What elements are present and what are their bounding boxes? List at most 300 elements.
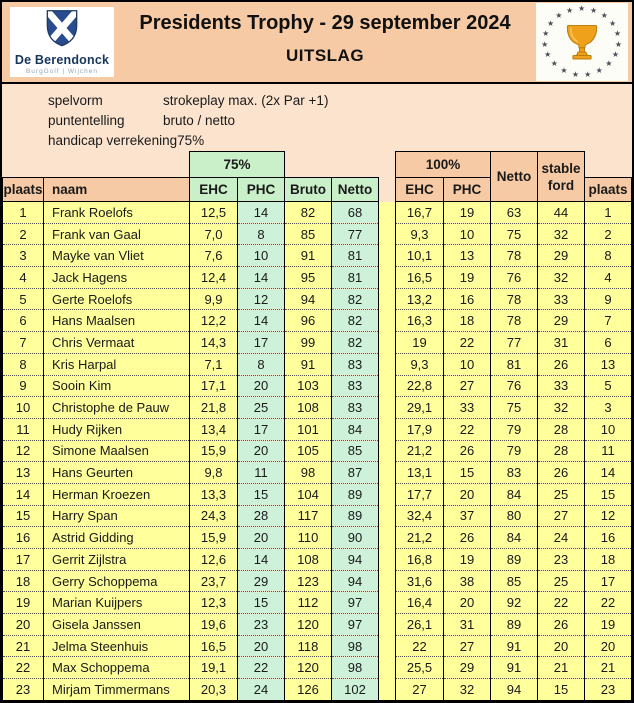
cell-ehc-100: 22,8 [396, 375, 444, 397]
cell-ehc-100: 22 [396, 635, 444, 657]
cell-naam: Herman Kroezen [44, 483, 190, 505]
cell-phc-100: 26 [444, 527, 491, 549]
cell-phc-100: 15 [444, 462, 491, 484]
info-label: handicap verrekening [48, 133, 178, 148]
spacer-cell [379, 288, 396, 310]
cell-phc-100: 33 [444, 397, 491, 419]
cell-ehc-75: 7,6 [190, 245, 238, 267]
cell-netto-75: 89 [332, 505, 379, 527]
cell-phc-75: 15 [238, 483, 285, 505]
cell-netto-100: 83 [491, 462, 538, 484]
cell-ehc-100: 13,1 [396, 462, 444, 484]
results-table [2, 151, 632, 701]
cell-ehc-75: 7,1 [190, 353, 238, 375]
page-subtitle: UITSLAG [285, 46, 365, 65]
cell-netto-75: 98 [332, 657, 379, 679]
table-row [3, 375, 632, 397]
col-header-plaats-right: plaats [585, 178, 632, 202]
cell-stableford: 25 [538, 483, 585, 505]
cell-phc-75: 8 [238, 223, 285, 245]
cell-stableford: 15 [538, 679, 585, 701]
cell-netto-75: 85 [332, 440, 379, 462]
cell-plaats-right: 18 [585, 549, 632, 571]
cell-plaats: 12 [3, 440, 44, 462]
cell-bruto: 91 [285, 353, 332, 375]
cell-naam: Kris Harpal [44, 353, 190, 375]
cell-plaats: 15 [3, 505, 44, 527]
club-name: De Berendonck [14, 53, 110, 67]
cell-stableford: 27 [538, 505, 585, 527]
spacer-cell [379, 332, 396, 354]
cell-plaats-right: 11 [585, 440, 632, 462]
results-tbody [3, 202, 632, 701]
cell-plaats: 1 [3, 202, 44, 224]
cell-netto-75: 83 [332, 375, 379, 397]
col-header-netto-75: Netto [332, 178, 379, 202]
cell-netto-100: 75 [491, 223, 538, 245]
cell-plaats: 14 [3, 483, 44, 505]
cell-bruto: 98 [285, 462, 332, 484]
cell-ehc-100: 32,4 [396, 505, 444, 527]
cell-phc-100: 37 [444, 505, 491, 527]
cell-naam: Max Schoppema [44, 657, 190, 679]
cell-ehc-75: 15,9 [190, 527, 238, 549]
spacer-cell [379, 152, 396, 178]
cell-plaats-right: 21 [585, 657, 632, 679]
cell-naam: Jelma Steenhuis [44, 635, 190, 657]
star-icon: ★ [613, 28, 622, 38]
cell-netto-100: 80 [491, 505, 538, 527]
table-row [3, 310, 632, 332]
cell-naam: Hudy Rijken [44, 418, 190, 440]
cell-phc-75: 14 [238, 549, 285, 571]
cell-phc-75: 15 [238, 592, 285, 614]
cell-ehc-100: 9,3 [396, 353, 444, 375]
cell-netto-100: 78 [491, 288, 538, 310]
cell-phc-75: 10 [238, 245, 285, 267]
star-icon: ★ [605, 59, 613, 69]
cell-ehc-75: 13,4 [190, 418, 238, 440]
cell-plaats-right: 19 [585, 614, 632, 636]
cell-naam: Marian Kuijpers [44, 592, 190, 614]
spacer-cell [379, 223, 396, 245]
club-shield-icon [43, 9, 81, 52]
spacer-cell [379, 245, 396, 267]
cell-ehc-100: 21,2 [396, 440, 444, 462]
spacer-cell [379, 635, 396, 657]
cell-netto-75: 84 [332, 418, 379, 440]
cell-netto-75: 87 [332, 462, 379, 484]
page-title: Presidents Trophy - 29 september 2024 [139, 12, 511, 34]
cell-phc-75: 20 [238, 635, 285, 657]
star-icon: ★ [614, 39, 623, 49]
table-row [3, 223, 632, 245]
cell-bruto: 123 [285, 570, 332, 592]
cell-netto-100: 79 [491, 440, 538, 462]
club-tagline: BurgGolf | Wijchen [25, 68, 99, 75]
table-row [3, 570, 632, 592]
cell-stableford: 33 [538, 375, 585, 397]
cell-phc-100: 20 [444, 592, 491, 614]
table-row [3, 288, 632, 310]
cell-netto-100: 75 [491, 397, 538, 419]
cell-plaats: 13 [3, 462, 44, 484]
title-block [114, 12, 536, 72]
spacer-cell [379, 353, 396, 375]
cell-phc-75: 20 [238, 440, 285, 462]
cell-netto-100: 94 [491, 679, 538, 701]
star-icon: ★ [595, 66, 603, 76]
cell-stableford: 22 [538, 592, 585, 614]
cell-bruto: 105 [285, 440, 332, 462]
table-row [3, 483, 632, 505]
cell-ehc-75: 9,8 [190, 462, 238, 484]
spacer-cell [379, 267, 396, 289]
cell-ehc-100: 31,6 [396, 570, 444, 592]
cell-ehc-75: 12,6 [190, 549, 238, 571]
cell-plaats: 3 [3, 245, 44, 267]
cell-plaats: 8 [3, 353, 44, 375]
cell-ehc-75: 20,3 [190, 679, 238, 701]
cell-phc-75: 14 [238, 267, 285, 289]
cell-stableford: 23 [538, 549, 585, 571]
spacer-cell [379, 440, 396, 462]
cell-bruto: 82 [285, 202, 332, 224]
cell-naam: Sooin Kim [44, 375, 190, 397]
cell-netto-100: 78 [491, 245, 538, 267]
cell-ehc-100: 16,7 [396, 202, 444, 224]
star-icon: ★ [547, 18, 555, 28]
cell-ehc-75: 16,5 [190, 635, 238, 657]
cell-stableford: 25 [538, 570, 585, 592]
table-row [3, 267, 632, 289]
spacer-cell [379, 375, 396, 397]
cell-phc-75: 14 [238, 202, 285, 224]
cell-netto-75: 94 [332, 570, 379, 592]
table-row [3, 657, 632, 679]
cell-phc-100: 27 [444, 635, 491, 657]
cell-phc-100: 16 [444, 288, 491, 310]
trophy-cup-icon [561, 19, 603, 70]
cell-ehc-100: 21,2 [396, 527, 444, 549]
cell-bruto: 85 [285, 223, 332, 245]
cell-bruto: 126 [285, 679, 332, 701]
cell-netto-100: 84 [491, 527, 538, 549]
spacer-cell [379, 418, 396, 440]
spacer-cell [379, 657, 396, 679]
cell-bruto: 91 [285, 245, 332, 267]
cell-phc-100: 27 [444, 375, 491, 397]
cell-ehc-100: 13,2 [396, 288, 444, 310]
cell-netto-75: 98 [332, 635, 379, 657]
cell-netto-100: 84 [491, 483, 538, 505]
table-row [3, 505, 632, 527]
cell-plaats: 20 [3, 614, 44, 636]
cell-phc-100: 31 [444, 614, 491, 636]
cell-plaats: 5 [3, 288, 44, 310]
masthead [2, 2, 632, 84]
table-row [3, 332, 632, 354]
cell-naam: Mayke van Vliet [44, 245, 190, 267]
cell-naam: Mirjam Timmermans [44, 679, 190, 701]
cell-phc-75: 28 [238, 505, 285, 527]
cell-ehc-75: 9,9 [190, 288, 238, 310]
cell-naam: Gisela Janssen [44, 614, 190, 636]
cell-stableford: 26 [538, 462, 585, 484]
spacer-cell [379, 614, 396, 636]
club-logo [10, 7, 114, 77]
cell-netto-75: 83 [332, 353, 379, 375]
cell-ehc-100: 9,3 [396, 223, 444, 245]
cell-phc-75: 22 [238, 657, 285, 679]
spacer-cell [379, 178, 396, 202]
info-value: bruto / netto [163, 113, 236, 128]
cell-ehc-75: 17,1 [190, 375, 238, 397]
cell-netto-75: 97 [332, 592, 379, 614]
cell-bruto: 118 [285, 635, 332, 657]
cell-netto-100: 76 [491, 267, 538, 289]
cell-plaats-right: 15 [585, 483, 632, 505]
cell-plaats: 22 [3, 657, 44, 679]
spacer-cell [379, 310, 396, 332]
cell-ehc-100: 25,5 [396, 657, 444, 679]
table-row [3, 462, 632, 484]
cell-phc-100: 13 [444, 245, 491, 267]
cell-stableford: 21 [538, 657, 585, 679]
cell-netto-75: 90 [332, 527, 379, 549]
star-icon: ★ [584, 69, 592, 79]
cell-ehc-100: 29,1 [396, 397, 444, 419]
cell-stableford: 32 [538, 267, 585, 289]
cell-phc-75: 20 [238, 375, 285, 397]
spacer-cell [285, 152, 379, 178]
cell-bruto: 117 [285, 505, 332, 527]
col-header-bruto: Bruto [285, 178, 332, 202]
table-row [3, 353, 632, 375]
table-row [3, 549, 632, 571]
cell-bruto: 108 [285, 549, 332, 571]
table-row [3, 614, 632, 636]
spacer-cell [379, 549, 396, 571]
cell-phc-100: 32 [444, 679, 491, 701]
cell-ehc-100: 19 [396, 332, 444, 354]
star-icon: ★ [600, 10, 608, 20]
col-header-ehc-75: EHC [190, 178, 238, 202]
cell-naam: Gerte Roelofs [44, 288, 190, 310]
table-row [3, 418, 632, 440]
cell-ehc-100: 27 [396, 679, 444, 701]
cell-plaats: 16 [3, 527, 44, 549]
table-row [3, 592, 632, 614]
cell-phc-100: 38 [444, 570, 491, 592]
cell-netto-100: 92 [491, 592, 538, 614]
cell-plaats-right: 6 [585, 332, 632, 354]
cell-plaats: 7 [3, 332, 44, 354]
cell-ehc-100: 26,1 [396, 614, 444, 636]
info-label: puntentelling [48, 113, 125, 128]
cell-bruto: 120 [285, 657, 332, 679]
star-icon: ★ [590, 5, 598, 15]
cell-ehc-75: 13,3 [190, 483, 238, 505]
cell-stableford: 26 [538, 614, 585, 636]
cell-plaats-right: 9 [585, 288, 632, 310]
table-row [3, 397, 632, 419]
cell-phc-100: 22 [444, 332, 491, 354]
cell-stableford: 33 [538, 288, 585, 310]
cell-naam: Hans Maalsen [44, 310, 190, 332]
cell-phc-75: 11 [238, 462, 285, 484]
cell-plaats-right: 17 [585, 570, 632, 592]
star-icon: ★ [611, 50, 620, 60]
cell-phc-100: 19 [444, 549, 491, 571]
cell-stableford: 20 [538, 635, 585, 657]
cell-naam: Christophe de Pauw [44, 397, 190, 419]
cell-phc-75: 12 [238, 288, 285, 310]
cell-phc-100: 19 [444, 267, 491, 289]
col-header-phc-75: PHC [238, 178, 285, 202]
cell-naam: Jack Hagens [44, 267, 190, 289]
star-icon: ★ [550, 59, 558, 69]
cell-netto-100: 76 [491, 375, 538, 397]
trophy-logo [536, 3, 628, 81]
cell-phc-75: 23 [238, 614, 285, 636]
table-row [3, 679, 632, 701]
info-row-spelvorm [48, 91, 632, 111]
cell-bruto: 112 [285, 592, 332, 614]
cell-plaats: 18 [3, 570, 44, 592]
cell-plaats-right: 20 [585, 635, 632, 657]
cell-plaats-right: 12 [585, 505, 632, 527]
col-header-stableford: stable ford [538, 152, 585, 202]
table-row [3, 245, 632, 267]
cell-naam: Frank Roelofs [44, 202, 190, 224]
info-row-handicap [48, 131, 632, 151]
cell-netto-75: 68 [332, 202, 379, 224]
cell-plaats-right: 14 [585, 462, 632, 484]
cell-ehc-100: 16,4 [396, 592, 444, 614]
cell-netto-100: 78 [491, 310, 538, 332]
cell-ehc-100: 16,8 [396, 549, 444, 571]
cell-phc-100: 19 [444, 202, 491, 224]
cell-netto-75: 89 [332, 483, 379, 505]
group-header-row [3, 152, 632, 178]
info-value: 75% [177, 133, 205, 148]
table-row [3, 202, 632, 224]
info-section [2, 84, 632, 151]
cell-netto-100: 91 [491, 657, 538, 679]
cell-phc-75: 24 [238, 679, 285, 701]
cell-stableford: 32 [538, 397, 585, 419]
cell-stableford: 29 [538, 245, 585, 267]
cell-phc-100: 22 [444, 418, 491, 440]
spacer-cell [379, 592, 396, 614]
cell-ehc-100: 17,7 [396, 483, 444, 505]
cell-plaats-right: 5 [585, 375, 632, 397]
info-row-puntentelling [48, 111, 632, 131]
cell-netto-100: 85 [491, 570, 538, 592]
cell-ehc-75: 19,1 [190, 657, 238, 679]
cell-naam: Gerry Schoppema [44, 570, 190, 592]
cell-ehc-75: 12,3 [190, 592, 238, 614]
cell-stableford: 26 [538, 353, 585, 375]
cell-ehc-75: 12,4 [190, 267, 238, 289]
cell-phc-100: 29 [444, 657, 491, 679]
star-icon: ★ [571, 69, 580, 79]
star-icon: ★ [565, 5, 574, 15]
table-row [3, 440, 632, 462]
cell-plaats-right: 8 [585, 245, 632, 267]
cell-netto-75: 82 [332, 332, 379, 354]
cell-stableford: 24 [538, 527, 585, 549]
cell-netto-75: 81 [332, 267, 379, 289]
cell-plaats-right: 16 [585, 527, 632, 549]
cell-plaats: 23 [3, 679, 44, 701]
cell-netto-75: 102 [332, 679, 379, 701]
cell-ehc-100: 10,1 [396, 245, 444, 267]
cell-ehc-75: 23,7 [190, 570, 238, 592]
group-header-75: 75% [190, 152, 285, 178]
spacer-cell [379, 570, 396, 592]
cell-netto-100: 89 [491, 549, 538, 571]
cell-plaats-right: 2 [585, 223, 632, 245]
cell-netto-75: 97 [332, 614, 379, 636]
cell-plaats-right: 7 [585, 310, 632, 332]
cell-stableford: 31 [538, 332, 585, 354]
spacer-cell [379, 505, 396, 527]
cell-phc-100: 20 [444, 483, 491, 505]
cell-stableford: 28 [538, 440, 585, 462]
cell-bruto: 94 [285, 288, 332, 310]
cell-phc-100: 10 [444, 223, 491, 245]
cell-phc-75: 25 [238, 397, 285, 419]
cell-naam: Astrid Gidding [44, 527, 190, 549]
cell-plaats: 11 [3, 418, 44, 440]
cell-ehc-100: 17,9 [396, 418, 444, 440]
cell-stableford: 28 [538, 418, 585, 440]
cell-bruto: 104 [285, 483, 332, 505]
cell-plaats: 19 [3, 592, 44, 614]
cell-netto-75: 77 [332, 223, 379, 245]
cell-netto-100: 91 [491, 635, 538, 657]
cell-plaats: 21 [3, 635, 44, 657]
cell-bruto: 108 [285, 397, 332, 419]
cell-netto-75: 81 [332, 245, 379, 267]
cell-plaats: 2 [3, 223, 44, 245]
cell-bruto: 96 [285, 310, 332, 332]
cell-netto-100: 89 [491, 614, 538, 636]
table-row [3, 635, 632, 657]
spacer-cell [585, 152, 632, 178]
cell-bruto: 95 [285, 267, 332, 289]
cell-ehc-75: 12,5 [190, 202, 238, 224]
cell-naam: Gerrit Zijlstra [44, 549, 190, 571]
col-header-naam: naam [44, 178, 190, 202]
group-header-100: 100% [396, 152, 491, 178]
star-icon: ★ [608, 18, 617, 28]
cell-plaats-right: 4 [585, 267, 632, 289]
col-header-netto-100: Netto [491, 152, 538, 202]
cell-netto-100: 63 [491, 202, 538, 224]
cell-naam: Chris Vermaat [44, 332, 190, 354]
cell-ehc-100: 16,3 [396, 310, 444, 332]
table-row [3, 527, 632, 549]
cell-ehc-75: 15,9 [190, 440, 238, 462]
cell-phc-100: 26 [444, 440, 491, 462]
info-label: spelvorm [48, 93, 103, 108]
cell-phc-100: 18 [444, 310, 491, 332]
cell-plaats: 9 [3, 375, 44, 397]
cell-plaats-right: 3 [585, 397, 632, 419]
